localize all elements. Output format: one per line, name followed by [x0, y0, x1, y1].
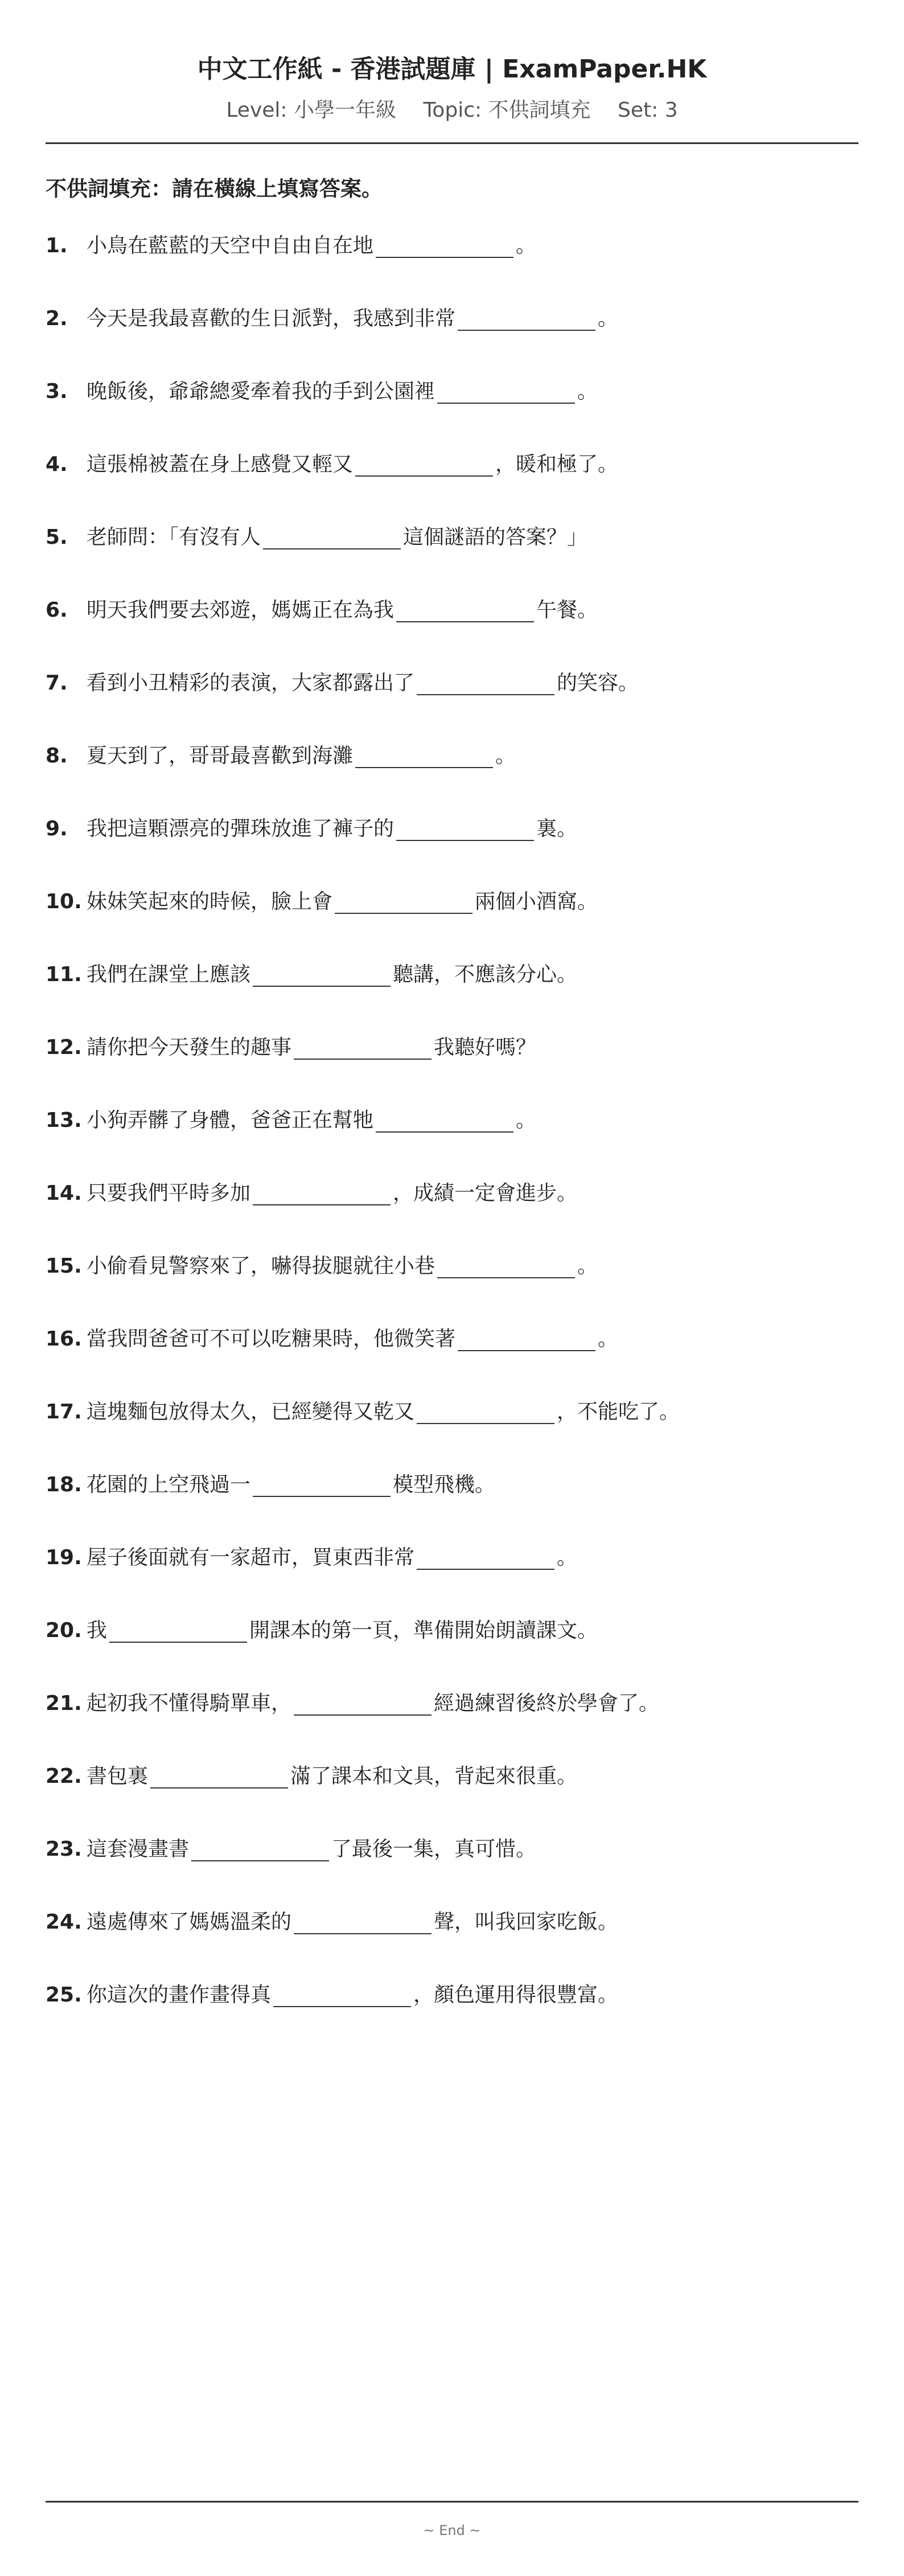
answer-blank[interactable]: [335, 890, 472, 914]
question-text-before: 書包裏: [87, 1765, 149, 1788]
question-text-after: 。: [516, 234, 537, 257]
question-number: 3.: [46, 380, 68, 403]
answer-blank[interactable]: [396, 817, 534, 841]
answer-blank[interactable]: [417, 1400, 554, 1424]
question-text-before: 這套漫畫書: [87, 1837, 190, 1861]
answer-blank[interactable]: [396, 598, 534, 622]
answer-blank[interactable]: [376, 234, 513, 258]
header-divider: [46, 142, 858, 144]
question-text-after: 。: [495, 744, 516, 768]
question-text-before: 這塊麵包放得太久，已經變得又乾又: [87, 1400, 415, 1424]
question-item: [46, 210, 858, 282]
answer-blank[interactable]: [437, 380, 575, 404]
question-item: [46, 501, 858, 574]
answer-blank[interactable]: [253, 1473, 391, 1497]
level-label: Level: 小學一年級: [226, 99, 396, 122]
question-text-after: 開課本的第一頁，準備開始朗讀課文。: [249, 1619, 598, 1642]
answer-blank[interactable]: [417, 671, 554, 695]
question-text-before: 只要我們平時多加: [87, 1182, 251, 1205]
answer-blank[interactable]: [294, 1910, 432, 1934]
question-item: [46, 1449, 858, 1521]
worksheet-page: [46, 0, 858, 2576]
question-text-before: 小鳥在藍藍的天空中自由自在地: [87, 234, 374, 257]
question-text-after: 了最後一集，真可惜。: [331, 1837, 537, 1861]
question-item: [46, 793, 858, 865]
question-number: 14.: [46, 1182, 82, 1205]
question-text-before: 我們在課堂上應該: [87, 963, 251, 986]
question-text-after: 滿了課本和文具，背起來很重。: [290, 1765, 578, 1788]
question-number: 4.: [46, 453, 68, 476]
question-number: 21.: [46, 1692, 82, 1715]
question-text-after: 聽講，不應該分心。: [393, 963, 578, 986]
question-number: 7.: [46, 671, 68, 695]
question-item: [46, 1084, 858, 1157]
question-text-before: 看到小丑精彩的表演，大家都露出了: [87, 671, 415, 695]
instruction-text: 不供詞填充：請在橫線上填寫答案。: [46, 177, 383, 201]
question-item: [46, 428, 858, 501]
question-number: 19.: [46, 1546, 82, 1569]
answer-blank[interactable]: [253, 1182, 391, 1205]
question-item: [46, 1813, 858, 1886]
question-number: 10.: [46, 890, 82, 913]
question-text-before: 起初我不懂得騎單車，: [87, 1692, 292, 1715]
question-number: 5.: [46, 526, 68, 549]
question-number: 15.: [46, 1254, 82, 1278]
question-text-before: 妹妹笑起來的時候，臉上會: [87, 890, 333, 913]
question-number: 11.: [46, 963, 82, 986]
answer-blank[interactable]: [273, 1983, 411, 2007]
answer-blank[interactable]: [458, 307, 595, 331]
question-text-before: 花園的上空飛過一: [87, 1473, 251, 1496]
question-item: [46, 938, 858, 1011]
question-text-after: 裏。: [536, 817, 578, 840]
question-text-after: ，成績一定會進步。: [393, 1182, 578, 1205]
question-item: [46, 1303, 858, 1376]
question-number: 2.: [46, 307, 68, 330]
question-text-after: 經過練習後終於學會了。: [434, 1692, 660, 1715]
answer-blank[interactable]: [253, 963, 391, 987]
answer-blank[interactable]: [458, 1327, 595, 1351]
answer-blank[interactable]: [150, 1765, 288, 1789]
footer-end-text: ~ End ~: [423, 2522, 481, 2538]
question-text-after: 的笑容。: [557, 671, 639, 695]
question-number: 12.: [46, 1036, 82, 1059]
question-number: 24.: [46, 1910, 82, 1934]
question-item: [46, 1667, 858, 1740]
question-item: [46, 1157, 858, 1230]
question-text-before: 老師問：「有沒有人: [87, 526, 261, 549]
question-item: [46, 865, 858, 938]
question-text-after: 這個謎語的答案？」: [403, 526, 588, 549]
question-list: [46, 210, 858, 2032]
question-text-after: ，不能吃了。: [557, 1400, 680, 1424]
question-number: 16.: [46, 1327, 82, 1351]
set-label: Set: 3: [618, 99, 678, 122]
question-text-before: 遠處傳來了媽媽溫柔的: [87, 1910, 292, 1934]
question-number: 13.: [46, 1109, 82, 1132]
worksheet-title: 中文工作紙 - 香港試題庫 | ExamPaper.HK: [197, 55, 707, 84]
question-number: 1.: [46, 234, 68, 257]
question-text-before: 夏天到了，哥哥最喜歡到海灘: [87, 744, 354, 768]
question-number: 23.: [46, 1837, 82, 1861]
answer-blank[interactable]: [294, 1036, 432, 1060]
question-text-after: 。: [557, 1546, 578, 1569]
question-text-after: 午餐。: [536, 598, 598, 622]
answer-blank[interactable]: [191, 1837, 329, 1861]
question-text-before: 我把這顆漂亮的彈珠放進了褲子的: [87, 817, 395, 840]
question-item: [46, 1230, 858, 1303]
answer-blank[interactable]: [109, 1619, 247, 1643]
question-text-before: 小偷看見警察來了，嚇得拔腿就往小巷: [87, 1254, 435, 1278]
answer-blank[interactable]: [417, 1546, 554, 1570]
question-text-after: 。: [598, 1327, 619, 1351]
question-number: 22.: [46, 1765, 82, 1788]
topic-label: Topic: 不供詞填充: [423, 99, 591, 122]
question-number: 25.: [46, 1983, 82, 2007]
question-text-before: 今天是我最喜歡的生日派對，我感到非常: [87, 307, 456, 330]
question-text-before: 小狗弄髒了身體，爸爸正在幫牠: [87, 1109, 374, 1132]
question-number: 18.: [46, 1473, 82, 1496]
question-number: 6.: [46, 598, 68, 622]
question-item: [46, 1886, 858, 1959]
question-text-after: 。: [577, 1254, 598, 1278]
question-text-after: 聲，叫我回家吃飯。: [434, 1910, 619, 1934]
question-item: [46, 720, 858, 793]
question-text-before: 你這次的畫作畫得真: [87, 1983, 272, 2007]
question-number: 17.: [46, 1400, 82, 1424]
question-text-after: 兩個小酒窩。: [475, 890, 598, 913]
question-item: [46, 574, 858, 647]
question-number: 8.: [46, 744, 68, 768]
question-text-before: 這張棉被蓋在身上感覺又輕又: [87, 453, 354, 476]
question-number: 20.: [46, 1619, 82, 1642]
question-text-after: 。: [516, 1109, 537, 1132]
footer-divider: [46, 2501, 858, 2503]
question-text-before: 我: [87, 1619, 108, 1642]
question-item: [46, 1740, 858, 1813]
question-item: [46, 355, 858, 428]
question-item: [46, 282, 858, 355]
question-text-after: 我聽好嗎？: [434, 1036, 537, 1059]
question-text-after: 。: [598, 307, 619, 330]
question-item: [46, 1011, 858, 1084]
answer-blank[interactable]: [355, 744, 493, 768]
question-text-before: 明天我們要去郊遊，媽媽正在為我: [87, 598, 395, 622]
question-item: [46, 647, 858, 720]
question-text-after: 。: [577, 380, 598, 403]
question-text-after: 模型飛機。: [393, 1473, 496, 1496]
answer-blank[interactable]: [263, 526, 401, 549]
question-text-after: ，暖和極了。: [495, 453, 619, 476]
question-item: [46, 1959, 858, 2032]
question-item: [46, 1594, 858, 1667]
worksheet-meta: [46, 97, 858, 124]
answer-blank[interactable]: [376, 1109, 513, 1133]
answer-blank[interactable]: [294, 1692, 432, 1716]
question-text-before: 當我問爸爸可不可以吃糖果時，他微笑著: [87, 1327, 456, 1351]
question-text-before: 請你把今天發生的趣事: [87, 1036, 292, 1059]
question-text-before: 晚飯後，爺爺總愛牽着我的手到公園裡: [87, 380, 435, 403]
answer-blank[interactable]: [437, 1254, 575, 1278]
question-item: [46, 1521, 858, 1594]
worksheet-header: [46, 0, 858, 124]
question-text-after: ，顏色運用得很豐富。: [413, 1983, 619, 2007]
answer-blank[interactable]: [355, 453, 493, 477]
question-number: 9.: [46, 817, 68, 840]
question-item: [46, 1376, 858, 1449]
question-text-before: 屋子後面就有一家超市，買東西非常: [87, 1546, 415, 1569]
